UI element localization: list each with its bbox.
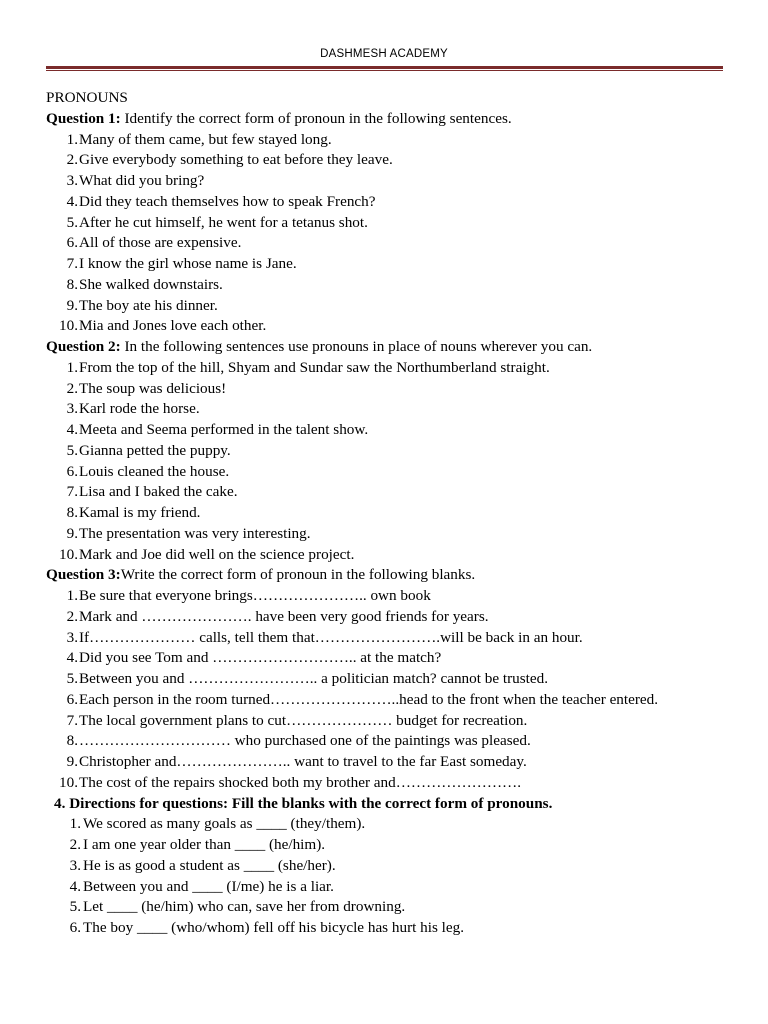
item-text: From the top of the hill, Shyam and Sundar saw the Northumberland straight. xyxy=(79,358,550,376)
item-number: 6. xyxy=(66,234,78,252)
item-number: 10. xyxy=(59,545,78,563)
list-item xyxy=(46,316,736,337)
list-item xyxy=(46,835,736,856)
list-item xyxy=(46,752,736,773)
item-text: Give everybody something to eat before they leave. xyxy=(79,151,393,169)
list-item xyxy=(46,254,736,275)
item-number: 6. xyxy=(66,690,78,708)
item-number: 10. xyxy=(59,773,78,791)
item-text: If………………… calls, tell them that…………………….will be back in an hour. xyxy=(79,628,583,646)
list-item xyxy=(46,275,736,296)
item-text: The soup was delicious! xyxy=(79,379,227,397)
item-text: ………………………… who purchased one of the paintings was pleased. xyxy=(79,732,531,750)
list-item xyxy=(46,462,736,483)
list-item xyxy=(46,358,736,379)
list-item xyxy=(46,482,736,503)
item-number: 6. xyxy=(66,462,78,480)
question-4-title xyxy=(46,794,736,815)
list-item xyxy=(46,669,736,690)
list-item xyxy=(46,856,736,877)
item-number: 9. xyxy=(66,524,78,542)
item-text: She walked downstairs. xyxy=(79,275,223,293)
question-3-list xyxy=(46,586,736,794)
item-number: 5. xyxy=(69,898,81,916)
header-rule-thin xyxy=(46,70,723,71)
list-item xyxy=(46,130,736,151)
question-label: Question 1: xyxy=(46,109,121,127)
item-text: Louis cleaned the house. xyxy=(79,462,230,480)
item-number: 2. xyxy=(66,151,78,169)
question-label: Question 2: xyxy=(46,338,121,355)
header-rule-thick xyxy=(46,66,723,69)
question-2-list xyxy=(46,358,736,566)
item-text: Each person in the room turned……………………..head to the front when the teacher entered. xyxy=(79,690,659,708)
item-number: 8. xyxy=(66,504,78,521)
list-item xyxy=(46,648,736,669)
item-number: 1. xyxy=(69,815,81,833)
item-number: 7. xyxy=(66,483,78,501)
page-heading: PRONOUNS xyxy=(46,89,128,106)
item-number: 1. xyxy=(66,358,78,376)
item-number: 4. xyxy=(66,649,78,667)
item-text: Mark and …………………. have been very good friends for years. xyxy=(79,607,489,625)
item-text: Mia and Jones love each other. xyxy=(79,317,267,335)
item-text: Kamal is my friend. xyxy=(79,504,201,521)
item-text: The cost of the repairs shocked both my brother and……………………. xyxy=(79,773,522,791)
item-number: 8. xyxy=(66,275,78,293)
item-text: All of those are expensive. xyxy=(79,234,242,252)
item-text: After he cut himself, he went for a tetanus shot. xyxy=(79,213,368,231)
list-item xyxy=(46,545,736,566)
list-item xyxy=(46,731,736,752)
item-number: 2. xyxy=(66,607,78,625)
item-text: The presentation was very interesting. xyxy=(79,524,311,542)
item-text: Did they teach themselves how to speak French? xyxy=(79,192,376,210)
item-text: The local government plans to cut………………… budget for recreation. xyxy=(79,711,528,729)
item-text: I know the girl whose name is Jane. xyxy=(79,255,297,272)
item-text: He is as good a student as ____ (she/her). xyxy=(83,856,336,874)
item-number: 2. xyxy=(69,836,81,853)
item-text: The boy ____ (who/whom) fell off his bicycle has hurt his leg. xyxy=(83,919,465,936)
worksheet-body xyxy=(46,88,736,939)
list-item xyxy=(46,233,736,254)
item-number: 7. xyxy=(66,255,78,272)
list-item xyxy=(46,150,736,171)
question-label: 4. Directions for questions: Fill the blanks with the correct form of pronouns. xyxy=(54,794,553,812)
question-3-title xyxy=(46,565,736,586)
item-number: 3. xyxy=(66,628,78,646)
item-number: 9. xyxy=(66,753,78,770)
list-item xyxy=(46,814,736,835)
list-item xyxy=(46,897,736,918)
item-number: 5. xyxy=(66,670,78,687)
list-item xyxy=(46,399,736,420)
item-text: Let ____ (he/him) who can, save her from drowning. xyxy=(83,898,406,916)
question-4-list xyxy=(46,814,736,939)
item-number: 1. xyxy=(66,130,78,148)
item-number: 4. xyxy=(69,877,81,895)
list-item xyxy=(46,441,736,462)
item-number: 4. xyxy=(66,421,78,438)
item-text: Lisa and I baked the cake. xyxy=(79,483,238,501)
item-number: 9. xyxy=(66,296,78,314)
item-text: The boy ate his dinner. xyxy=(79,296,218,314)
list-item xyxy=(46,711,736,732)
list-item xyxy=(46,379,736,400)
item-number: 2. xyxy=(66,379,78,397)
item-text: Between you and ____ (I/me) he is a liar. xyxy=(83,877,334,895)
item-number: 6. xyxy=(69,919,81,936)
item-number: 3. xyxy=(69,856,81,874)
item-number: 1. xyxy=(66,587,78,604)
item-text: I am one year older than ____ (he/him). xyxy=(83,836,326,853)
item-text: Between you and …………………….. a politician match? cannot be trusted. xyxy=(79,670,549,687)
item-number: 5. xyxy=(66,441,78,459)
item-number: 10. xyxy=(59,317,78,335)
item-number: 4. xyxy=(66,192,78,210)
list-item xyxy=(46,586,736,607)
item-text: Did you see Tom and ……………………….. at the match? xyxy=(79,649,442,667)
question-instruction: Write the correct form of pronoun in the following blanks. xyxy=(120,566,476,584)
list-item xyxy=(46,607,736,628)
question-2-title xyxy=(46,337,736,358)
list-item xyxy=(46,296,736,317)
item-text: Be sure that everyone brings………………….. own book xyxy=(79,587,431,604)
document-header: DASHMESH ACADEMY xyxy=(320,48,448,60)
list-item xyxy=(46,420,736,441)
question-1-title xyxy=(46,109,736,130)
item-text: Mark and Joe did well on the science project. xyxy=(79,545,355,563)
item-text: Many of them came, but few stayed long. xyxy=(79,130,332,148)
list-item xyxy=(46,773,736,794)
list-item xyxy=(46,171,736,192)
question-1-list xyxy=(46,130,736,338)
item-number: 5. xyxy=(66,213,78,231)
item-number: 3. xyxy=(66,172,78,189)
question-label: Question 3: xyxy=(46,566,121,584)
list-item xyxy=(46,918,736,939)
question-instruction: Identify the correct form of pronoun in the following sentences. xyxy=(120,109,512,127)
question-instruction: In the following sentences use pronouns in place of nouns wherever you can. xyxy=(120,338,593,355)
list-item xyxy=(46,690,736,711)
list-item xyxy=(46,192,736,213)
list-item xyxy=(46,503,736,524)
item-number: 7. xyxy=(66,711,78,729)
item-text: Gianna petted the puppy. xyxy=(79,441,231,459)
item-text: Meeta and Seema performed in the talent show. xyxy=(79,421,369,438)
item-text: What did you bring? xyxy=(79,172,205,189)
list-item xyxy=(46,877,736,898)
list-item xyxy=(46,628,736,649)
list-item xyxy=(46,524,736,545)
item-text: Christopher and………………….. want to travel to the far East someday. xyxy=(79,753,527,770)
item-number: 3. xyxy=(66,400,78,418)
item-number: 8. xyxy=(66,732,78,750)
list-item xyxy=(46,213,736,234)
item-text: We scored as many goals as ____ (they/them). xyxy=(83,815,366,833)
item-text: Karl rode the horse. xyxy=(79,400,200,418)
